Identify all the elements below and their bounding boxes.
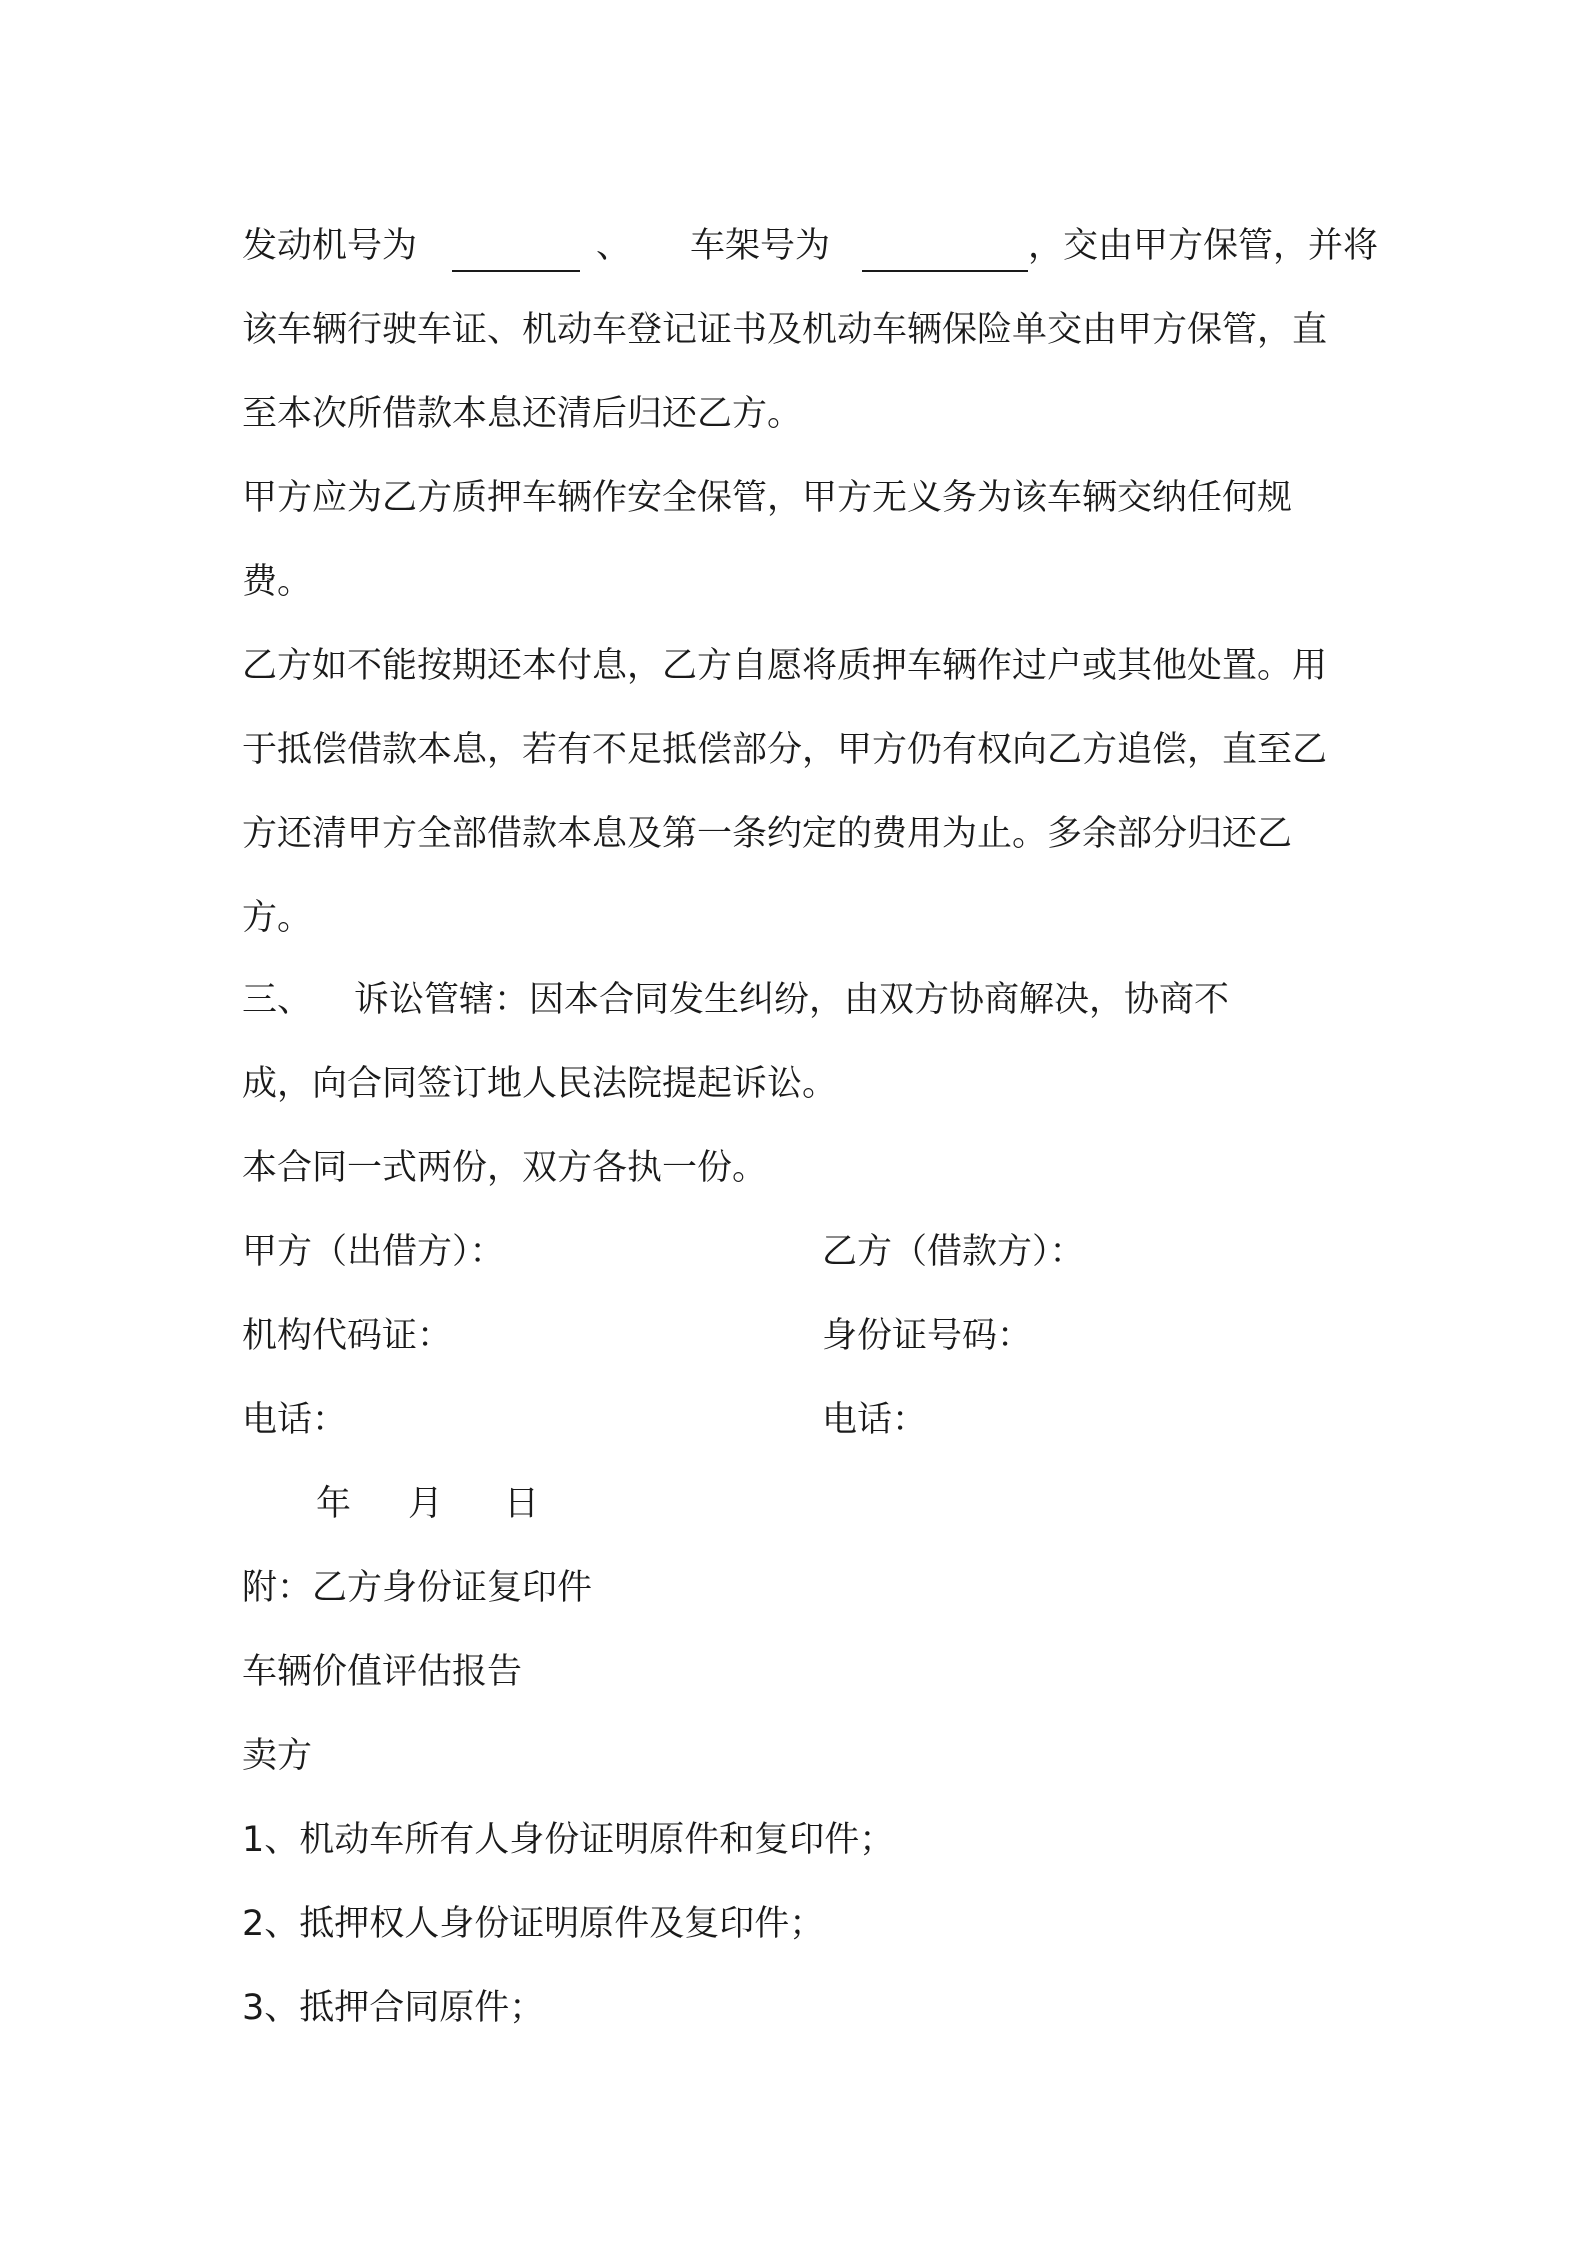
- copies-statement: 本合同一式两份，双方各执一份。: [242, 1148, 768, 1188]
- seller-item: 2、抵押权人身份证明原件及复印件；: [242, 1904, 825, 1944]
- paragraph-line: 费。: [242, 562, 313, 602]
- clause-number: 三、: [242, 980, 313, 1020]
- vehicle-line-tail: ，交由甲方保管，并将: [1028, 226, 1379, 266]
- engine-number-label: 发动机号为: [242, 226, 418, 266]
- party-b-id-label: 身份证号码：: [822, 1316, 1033, 1356]
- frame-number-blank: [862, 270, 1028, 272]
- paragraph-line: 甲方应为乙方质押车辆作安全保管，甲方无义务为该车辆交纳任何规: [242, 478, 1293, 518]
- vehicle-separator: 、: [596, 226, 632, 266]
- paragraph-line: 方。: [242, 898, 313, 938]
- date-day-label: 日: [504, 1484, 540, 1524]
- date-year-label: 年: [316, 1484, 352, 1524]
- seller-item: 3、抵押合同原件；: [242, 1988, 545, 2028]
- party-a-id-label: 机构代码证：: [242, 1316, 453, 1356]
- seller-heading: 卖方: [242, 1736, 313, 1776]
- paragraph-line: 该车辆行驶车证、机动车登记证书及机动车辆保险单交由甲方保管，直: [242, 310, 1328, 350]
- paragraph-line: 至本次所借款本息还清后归还乙方。: [242, 394, 803, 434]
- paragraph-line: 方还清甲方全部借款本息及第一条约定的费用为止。多余部分归还乙: [242, 814, 1293, 854]
- engine-number-blank: [452, 270, 580, 272]
- litigation-clause: 诉讼管辖：因本合同发生纠纷，由双方协商解决，协商不: [354, 980, 1230, 1020]
- frame-number-label: 车架号为: [690, 226, 831, 266]
- attachment-line: 车辆价值评估报告: [242, 1652, 523, 1692]
- paragraph-line: 于抵偿借款本息，若有不足抵偿部分，甲方仍有权向乙方追偿，直至乙: [242, 730, 1328, 770]
- party-b-phone-label: 电话：: [822, 1400, 928, 1440]
- party-a-title: 甲方（出借方）：: [242, 1232, 505, 1272]
- date-month-label: 月: [408, 1484, 444, 1524]
- seller-item: 1、机动车所有人身份证明原件和复印件；: [242, 1820, 895, 1860]
- attachment-line: 附：乙方身份证复印件: [242, 1568, 593, 1608]
- paragraph-line: 乙方如不能按期还本付息，乙方自愿将质押车辆作过户或其他处置。用: [242, 646, 1328, 686]
- party-a-phone-label: 电话：: [242, 1400, 348, 1440]
- litigation-continuation: 成，向合同签订地人民法院提起诉讼。: [242, 1064, 838, 1104]
- party-b-title: 乙方（借款方）：: [822, 1232, 1085, 1272]
